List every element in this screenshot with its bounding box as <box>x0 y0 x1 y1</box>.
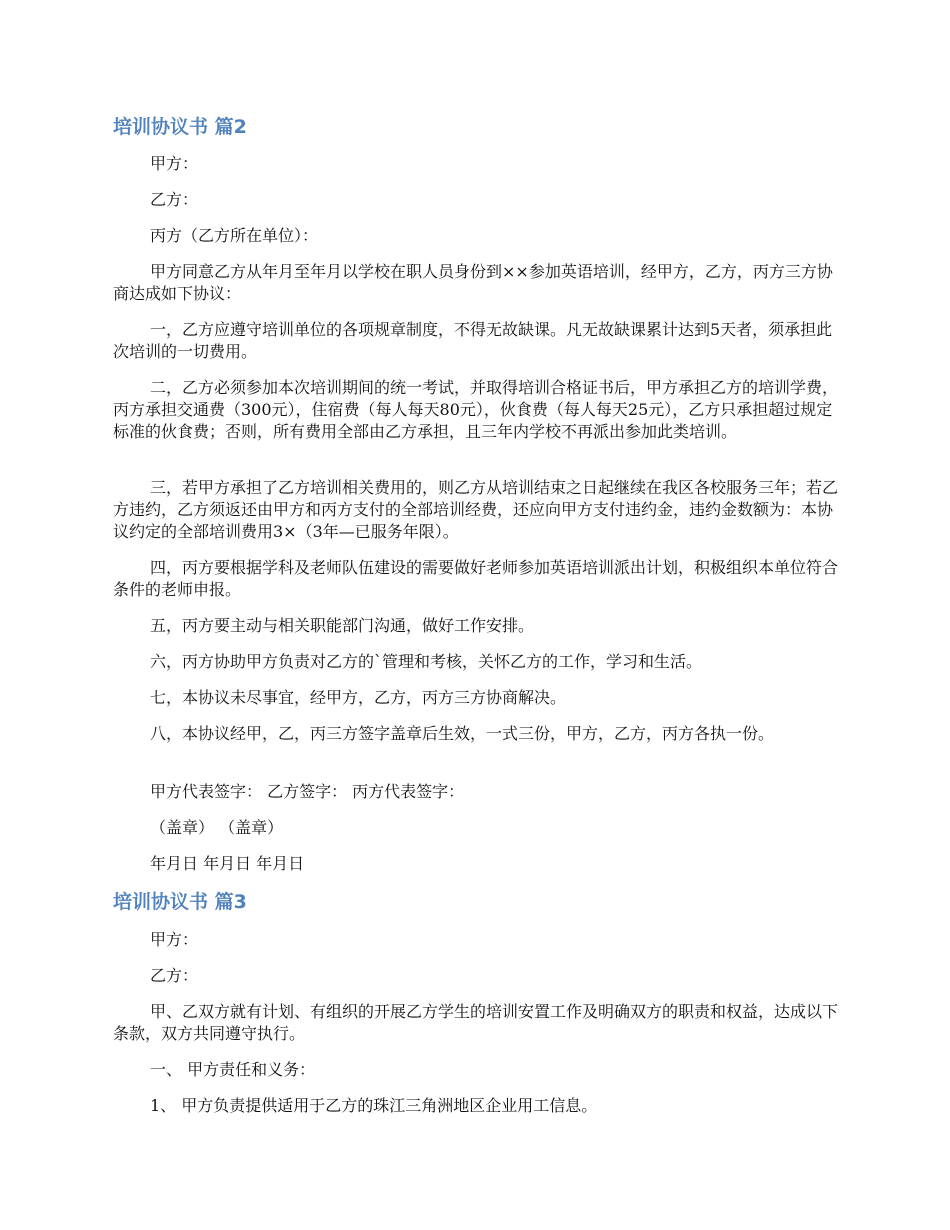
clause-8: 八，本协议经甲，乙，丙三方签字盖章后生效，一式三份，甲方，乙方，丙方各执一份。 <box>150 724 775 743</box>
clause-2: 二，乙方必须参加本次培训期间的统一考试，并取得培训合格证书后，甲方承担乙方的培训学费，丙方承担交通费（300元），住宿费（每人每天80元），伙食费（每人每天25元），乙方只承担超过规定标准的伙食费；否则，所有费用全部由乙方承担，且三年内学校不再派出参加此类培训。 <box>113 378 839 441</box>
heading-party-a-duties: 一、 甲方责任和义务： <box>150 1060 316 1079</box>
clause-6: 六，丙方协助甲方负责对乙方的`管理和考核，关怀乙方的工作，学习和生活。 <box>150 652 703 671</box>
party-b-line-3: 乙方： <box>150 966 199 985</box>
signature-line: 甲方代表签字： 乙方签字： 丙方代表签字： <box>150 782 465 801</box>
clause-4: 四，丙方要根据学科及老师队伍建设的需要做好老师参加英语培训派出计划，积极组织本单位符合条件的老师申报。 <box>113 558 839 599</box>
party-c-line: 丙方（乙方所在单位）： <box>150 226 319 245</box>
clause-3: 三，若甲方承担了乙方培训相关费用的，则乙方从培训结束之日起继续在我区各校服务三年；若乙方违约，乙方须返还由甲方和丙方支付的全部培训经费，还应向甲方支付违约金，违约金数额为：本协议约定的全部培训费用3×（3年—已服务年限）。 <box>113 478 839 541</box>
agreement-intro: 甲方同意乙方从年月至年月以学校在职人员身份到××参加英语培训，经甲方，乙方，丙方三方协商达成如下协议： <box>113 262 833 303</box>
clause-5: 五，丙方要主动与相关职能部门沟通，做好工作安排。 <box>150 616 535 635</box>
clause-7: 七，本协议未尽事宜，经甲方，乙方，丙方三方协商解决。 <box>150 688 567 707</box>
party-a-line: 甲方： <box>150 154 199 173</box>
seal-line: （盖章） （盖章） <box>150 818 284 837</box>
party-a-line-3: 甲方： <box>150 930 199 949</box>
agreement-intro-3: 甲、乙双方就有计划、有组织的开展乙方学生的培训安置工作及明确双方的职责和权益，达成以下条款，双方共同遵守执行。 <box>113 1002 839 1043</box>
clause-1: 一，乙方应遵守培训单位的各项规章制度，不得无故缺课。凡无故缺课累计达到5天者，须承担此次培训的一切费用。 <box>113 320 833 361</box>
section-title-3: 培训协议书 篇3 <box>113 891 247 913</box>
section-title-2: 培训协议书 篇2 <box>113 116 247 138</box>
duty-1: 1、 甲方负责提供适用于乙方的珠江三角洲地区企业用工信息。 <box>150 1096 598 1115</box>
party-b-line: 乙方： <box>150 190 199 209</box>
date-line: 年月日 年月日 年月日 <box>150 854 305 873</box>
